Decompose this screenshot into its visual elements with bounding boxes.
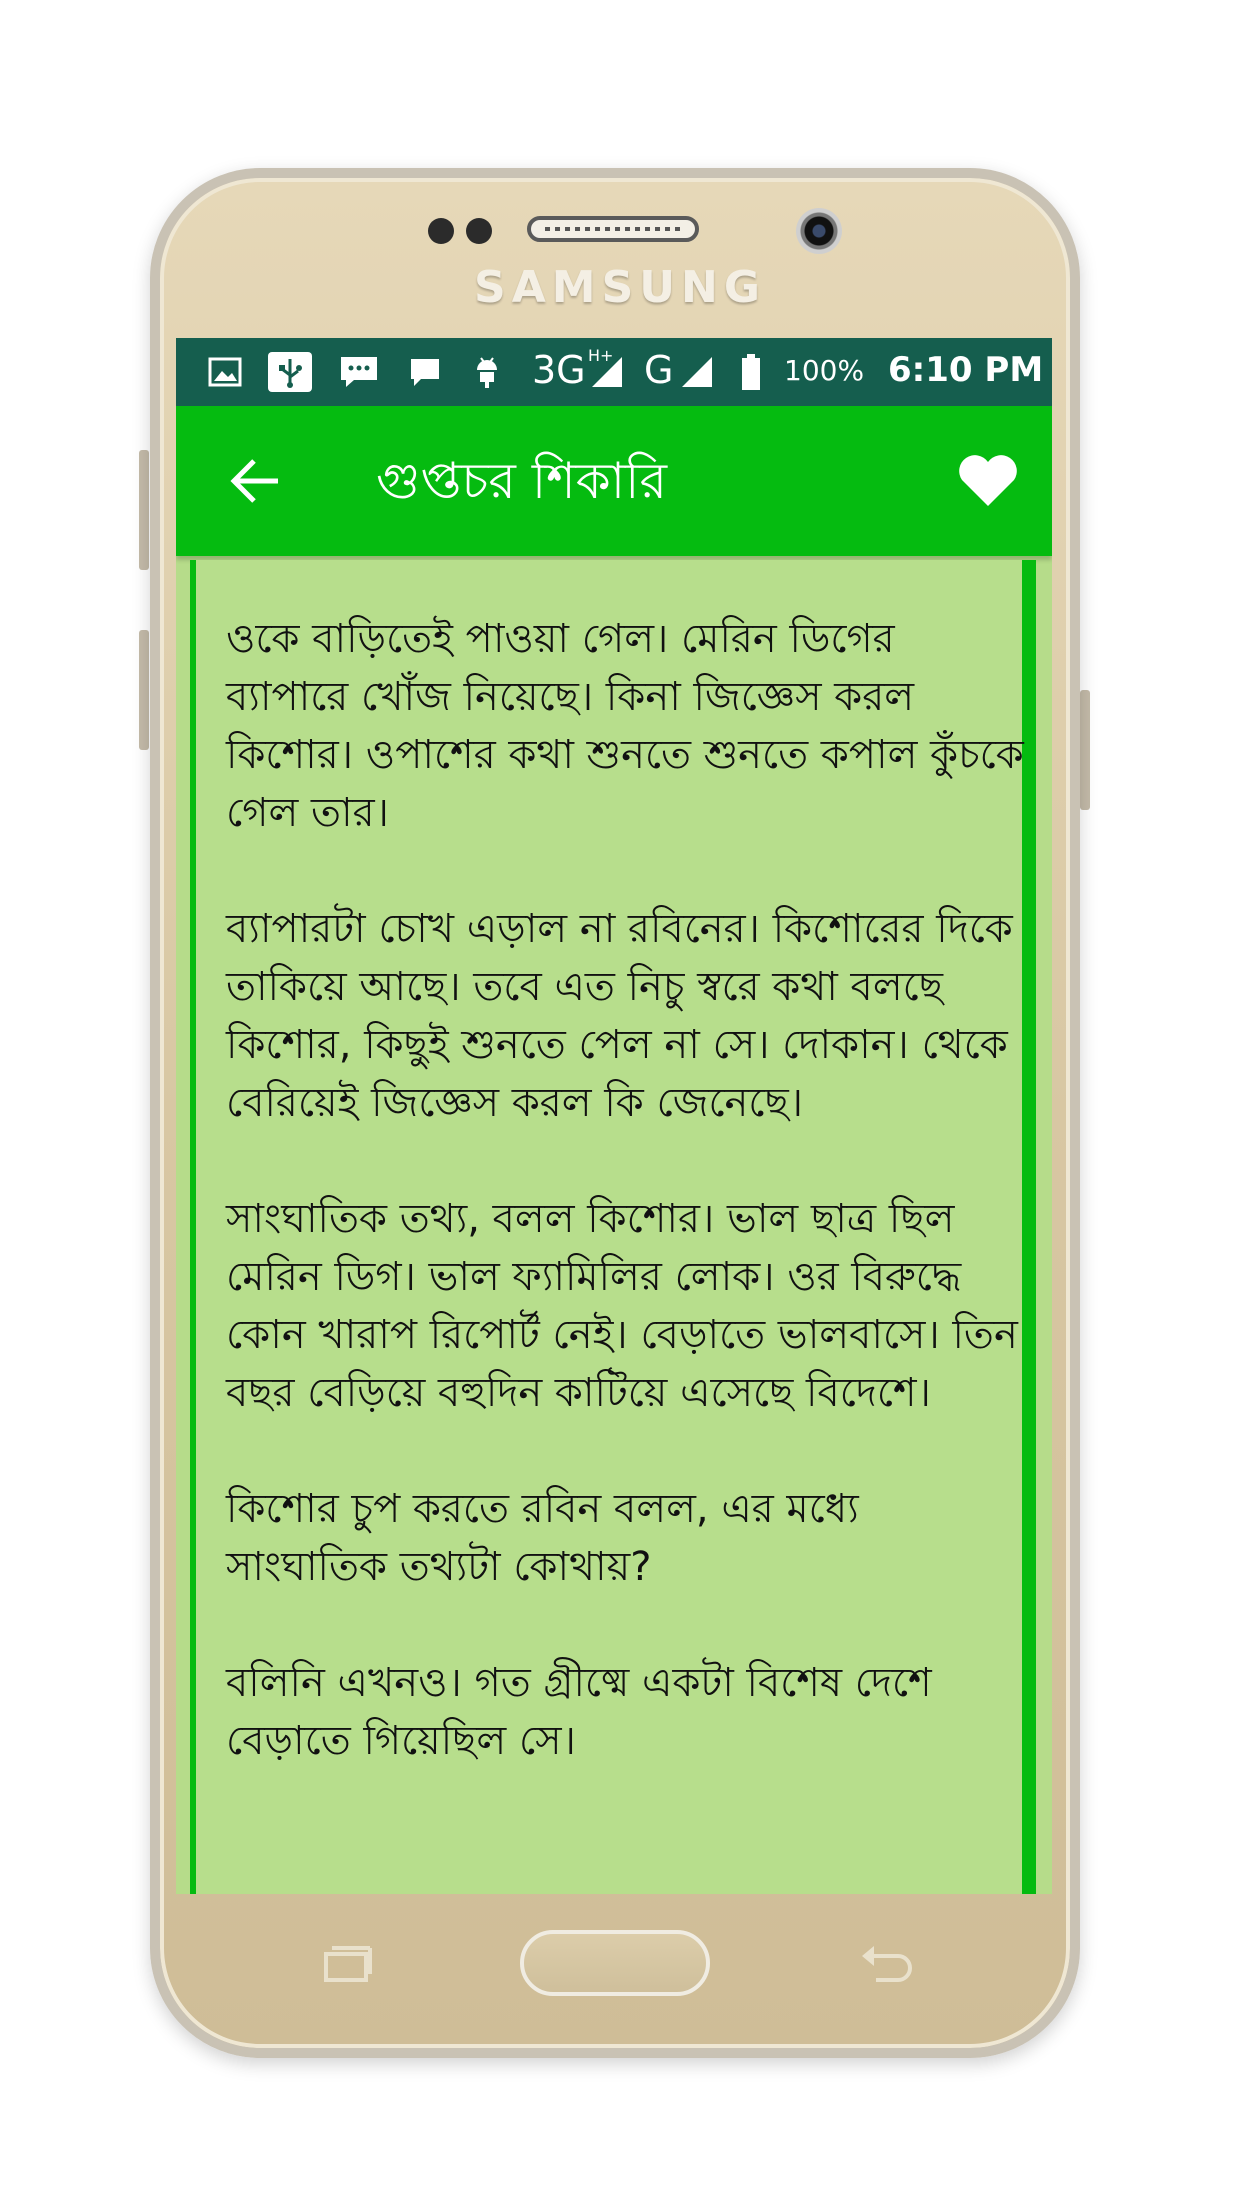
story-paragraph: কিশোর চুপ করতে রবিন বলল, এর মধ্যে সাংঘাতিক তথ্যটা কোথায়?	[226, 1486, 859, 1590]
battery-icon	[738, 352, 764, 392]
signal-strength-icon	[586, 352, 626, 392]
arrow-back-icon	[226, 451, 286, 511]
light-sensor	[466, 218, 492, 244]
signal-strength-2-icon	[676, 352, 716, 392]
story-text	[226, 610, 1026, 1828]
back-key-icon	[858, 1940, 914, 1984]
earpiece-speaker	[527, 216, 699, 242]
heart-icon	[956, 450, 1020, 510]
story-content[interactable]	[190, 560, 1036, 1894]
phone-screen	[176, 338, 1052, 1894]
network-3g-label: 3G	[532, 348, 586, 392]
story-paragraph: ওকে বাড়িতেই পাওয়া গেল। মেরিন ডিগের ব্যাপারে খোঁজ নিয়েছে। কিনা জিজ্ঞেস করল কিশোর। ওপাশের কথা শুনতে শুনতে কপাল কুঁচকে গেল তার।	[226, 616, 1024, 836]
front-camera	[796, 208, 842, 254]
network-g-label: G	[644, 348, 674, 392]
chat-notification-icon	[404, 352, 446, 392]
story-paragraph: বলিনি এখনও। গত গ্রীষ্মে একটা বিশেষ দেশে বেড়াতে গিয়েছিল সে।	[226, 1660, 932, 1764]
page-title: গুপ্তচর শিকারি	[376, 452, 667, 510]
android-debug-icon	[470, 352, 504, 392]
battery-percent: 100%	[784, 354, 865, 387]
status-bar	[176, 338, 1052, 406]
home-key[interactable]	[520, 1930, 710, 1996]
usb-icon	[268, 352, 312, 392]
back-key[interactable]	[858, 1940, 914, 1984]
volume-down-key	[139, 630, 149, 750]
power-key	[1080, 690, 1090, 810]
story-paragraph: সাংঘাতিক তথ্য, বলল কিশোর। ভাল ছাত্র ছিল মেরিন ডিগ। ভাল ফ্যামিলির লোক। ওর বিরুদ্ধে কোন খারাপ রিপোর্ট নেই। বেড়াতে ভালবাসে। তিন বছর বেড়িয়ে বহুদিন কাটিয়ে এসেছে বিদেশে।	[226, 1196, 1018, 1416]
message-notification-icon	[336, 352, 382, 392]
clock: 6:10 PM	[888, 350, 1044, 390]
device-brand-logo: SAMSUNG	[474, 262, 766, 313]
proximity-sensor	[428, 218, 454, 244]
network-hplus-label: H+	[588, 346, 614, 365]
volume-up-key	[139, 450, 149, 570]
back-button[interactable]	[226, 451, 286, 511]
story-paragraph: ব্যাপারটা চোখ এড়াল না রবিনের। কিশোরের দিকে তাকিয়ে আছে। তবে এত নিচু স্বরে কথা বলছে কিশোর, কিছুই শুনতে পেল না সে। দোকান। থেকে বেরিয়েই জিজ্ঞেস করল কি জেনেছে।	[226, 906, 1013, 1126]
recent-apps-icon	[322, 1944, 374, 1984]
recent-apps-key[interactable]	[322, 1944, 374, 1984]
favorite-button[interactable]	[956, 450, 1020, 510]
gallery-notification-icon	[206, 352, 244, 392]
app-bar	[176, 406, 1052, 556]
